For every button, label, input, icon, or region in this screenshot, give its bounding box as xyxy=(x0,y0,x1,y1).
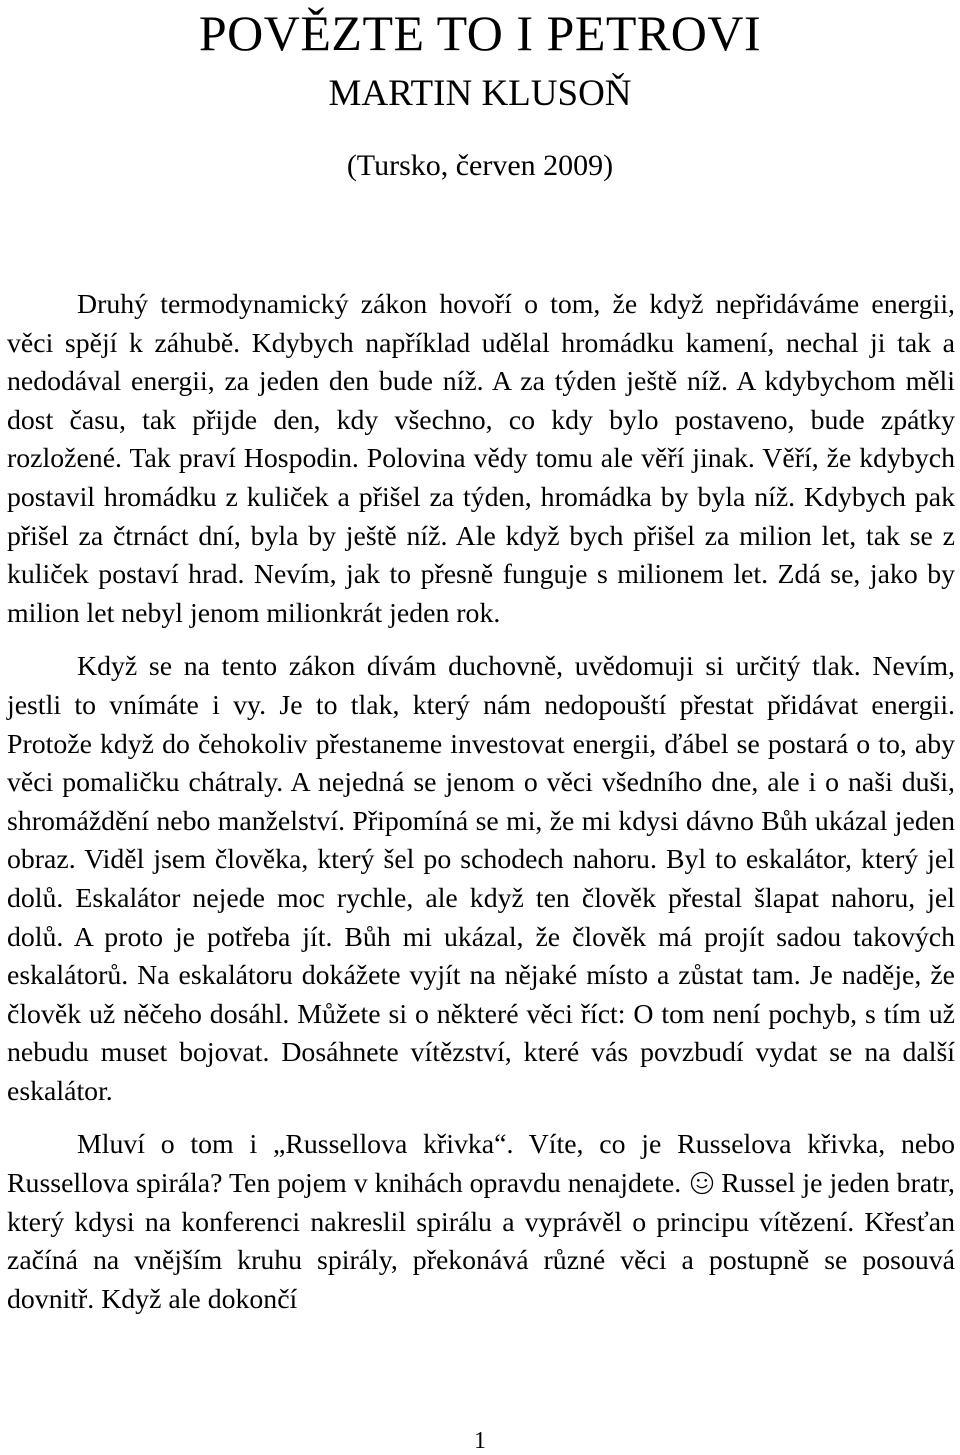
document-body xyxy=(7,286,955,1334)
document-dateline: (Tursko, červen 2009) xyxy=(346,149,614,182)
paragraph-3-text-end: Russel je jeden bratr, který kdysi na konferenci nakreslil spirálu a vyprávěl o principu vítězení. Křesťan začíná na vnějším kruhu spirály, překonává různé věci a postupně se posouvá dovnitř. Když ale dokončí xyxy=(7,1168,955,1315)
paragraph-3-text-start: Mluví o tom i „Russellova křivka“. Víte, co je Russelova křivka, nebo Russellova spirála? Ten pojem v knihách opravdu nenajdete. xyxy=(7,1129,955,1200)
smiley-face-icon xyxy=(690,1171,714,1195)
body-paragraph-2: Když se na tento zákon dívám duchovně, uvědomuji si určitý tlak. Nevím, jestli to vnímáte i vy. Je to tlak, který nám nedopouští přestat přidávat energii. Protože když do čehokoliv přestaneme investovat energii, ďábel se postará o to, aby věci pomaličku chátraly. A nejedná se jenom o věci všedního dne, ale i o naši duši, shromáždění nebo manželství. Připomíná se mi, že mi kdysi dávno Bůh ukázal jeden obraz. Viděl jsem člověka, který šel po schodech nahoru. Byl to eskalátor, který jel dolů. Eskalátor nejede moc rychle, ale když ten člověk přestal šlapat nahoru, jel dolů. A proto je potřeba jít. Bůh mi ukázal, že člověk má projít sadou takových eskalátorů. Na eskalátoru dokážete vyjít na nějaké místo a zůstat tam. Je naděje, že člověk už něčeho dosáhl. Můžete si o některé věci říct: O tom není pochyb, s tím už nebudu muset bojovat. Dosáhnete vítězství, které vás povzbudí vydat se na další eskalátor. xyxy=(7,651,955,1107)
page-number: 1 xyxy=(474,1428,486,1454)
body-paragraph-3 xyxy=(7,1126,955,1319)
document-title: POVĚZTE TO I PETROVI xyxy=(198,5,762,61)
body-paragraph-1: Druhý termodynamický zákon hovoří o tom, že když nepřidáváme energii, věci spějí k záhubě. Kdybych například udělal hromádku kamení, nechal ji tak a nedodával energii, za jeden den bude níž. A za týden ještě níž. A kdybychom měli dost času, tak přijde den, kdy všechno, co kdy bylo postaveno, bude zpátky rozložené. Tak praví Hospodin. Polovina vědy tomu ale věří jinak. Věří, že kdybych postavil hromádku z kuliček a přišel za týden, hromádka by byla níž. Kdybych pak přišel za čtrnáct dní, byla by ještě níž. Ale když bych přišel za milion let, tak se z kuliček postaví hrad. Nevím, jak to přesně funguje s milionem let. Zdá se, jako by milion let nebyl jenom milionkrát jeden rok. xyxy=(7,289,955,629)
document-author: MARTIN KLUSOŇ xyxy=(328,73,632,114)
